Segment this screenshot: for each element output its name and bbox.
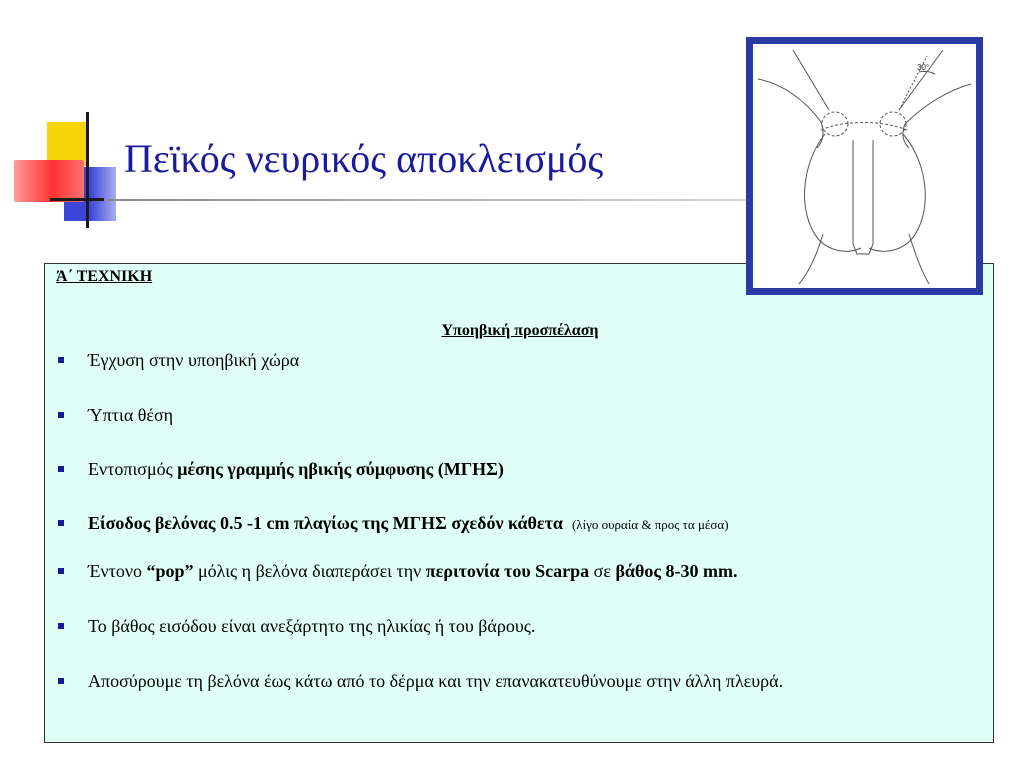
bullet-marker-icon bbox=[58, 412, 64, 418]
content-box bbox=[44, 263, 994, 743]
bullet-marker-icon bbox=[58, 623, 64, 629]
bullet-text: Έγχυση στην υποηβική χώρα bbox=[88, 350, 300, 370]
bullet-text: Ύπτια θέση bbox=[88, 405, 174, 425]
bullet-text: μόλις η βελόνα διαπεράσει την bbox=[193, 561, 426, 581]
bullet-text: Αποσύρουμε τη βελόνα έως κάτω από το δέρμα και την επανακατευθύνουμε στην άλλη πλευρά. bbox=[88, 671, 784, 691]
bullet-text: Έντονο bbox=[88, 561, 147, 581]
list-item bbox=[58, 616, 535, 637]
bullet-marker-icon bbox=[58, 678, 64, 684]
list-item bbox=[58, 350, 299, 371]
subheading: Υποηβική προσπέλαση bbox=[441, 322, 599, 339]
left-needle bbox=[793, 50, 829, 110]
bullet-marker-icon bbox=[58, 520, 64, 526]
bullet-text: Το βάθος εισόδου είναι ανεξάρτητο της ηλικίας ή του βάρους. bbox=[88, 616, 536, 636]
list-item bbox=[58, 459, 504, 480]
left-leg-line bbox=[799, 234, 823, 284]
right-needle bbox=[899, 50, 943, 110]
right-pubic-ellipse bbox=[880, 112, 906, 136]
bullet-text-bold: μέσης γραμμής ηβικής σύμφυσης (ΜΓΗΣ) bbox=[177, 459, 504, 479]
slide-title: Πεϊκός νευρικός αποκλεισμός bbox=[124, 136, 604, 181]
left-pubic-ellipse bbox=[822, 112, 848, 136]
list-item bbox=[58, 671, 783, 692]
list-item bbox=[58, 405, 173, 426]
section-label: Ά΄ ΤΕΧΝΙΚΗ bbox=[56, 268, 153, 285]
angle-label: 30° bbox=[917, 63, 930, 72]
bullet-text-bold: βάθος 8-30 mm. bbox=[615, 561, 738, 581]
right-scrotum-outline bbox=[869, 134, 925, 251]
bullet-note: (λίγο ουραία & προς τα μέσα) bbox=[571, 517, 729, 532]
right-thigh-line bbox=[903, 84, 971, 148]
bullet-marker-icon bbox=[58, 357, 64, 363]
title-underline-rule bbox=[108, 199, 758, 201]
list-item bbox=[58, 513, 729, 534]
pubic-arc bbox=[821, 123, 907, 131]
bullet-marker-icon bbox=[58, 568, 64, 574]
decor-red-square bbox=[14, 160, 84, 202]
bullet-marker-icon bbox=[58, 466, 64, 472]
bullet-text: Εντοπισμός bbox=[88, 459, 178, 479]
penis-block-diagram bbox=[753, 44, 976, 288]
bullet-text-bold: Είσοδος βελόνας 0.5 -1 cm πλαγίως της ΜΓΗΣ σχεδόν κάθετα bbox=[88, 513, 563, 533]
decor-horizontal-line bbox=[50, 198, 104, 201]
penis-shaft bbox=[853, 140, 873, 254]
bullet-text-bold: “pop” bbox=[146, 561, 194, 581]
anatomical-illustration bbox=[746, 37, 983, 295]
decor-vertical-line bbox=[86, 112, 89, 228]
list-item bbox=[58, 561, 737, 582]
bullet-text-bold: περιτονία του Scarpa bbox=[425, 561, 590, 581]
left-thigh-line bbox=[758, 79, 823, 148]
bullet-text: σε bbox=[589, 561, 616, 581]
right-leg-line bbox=[909, 234, 929, 284]
